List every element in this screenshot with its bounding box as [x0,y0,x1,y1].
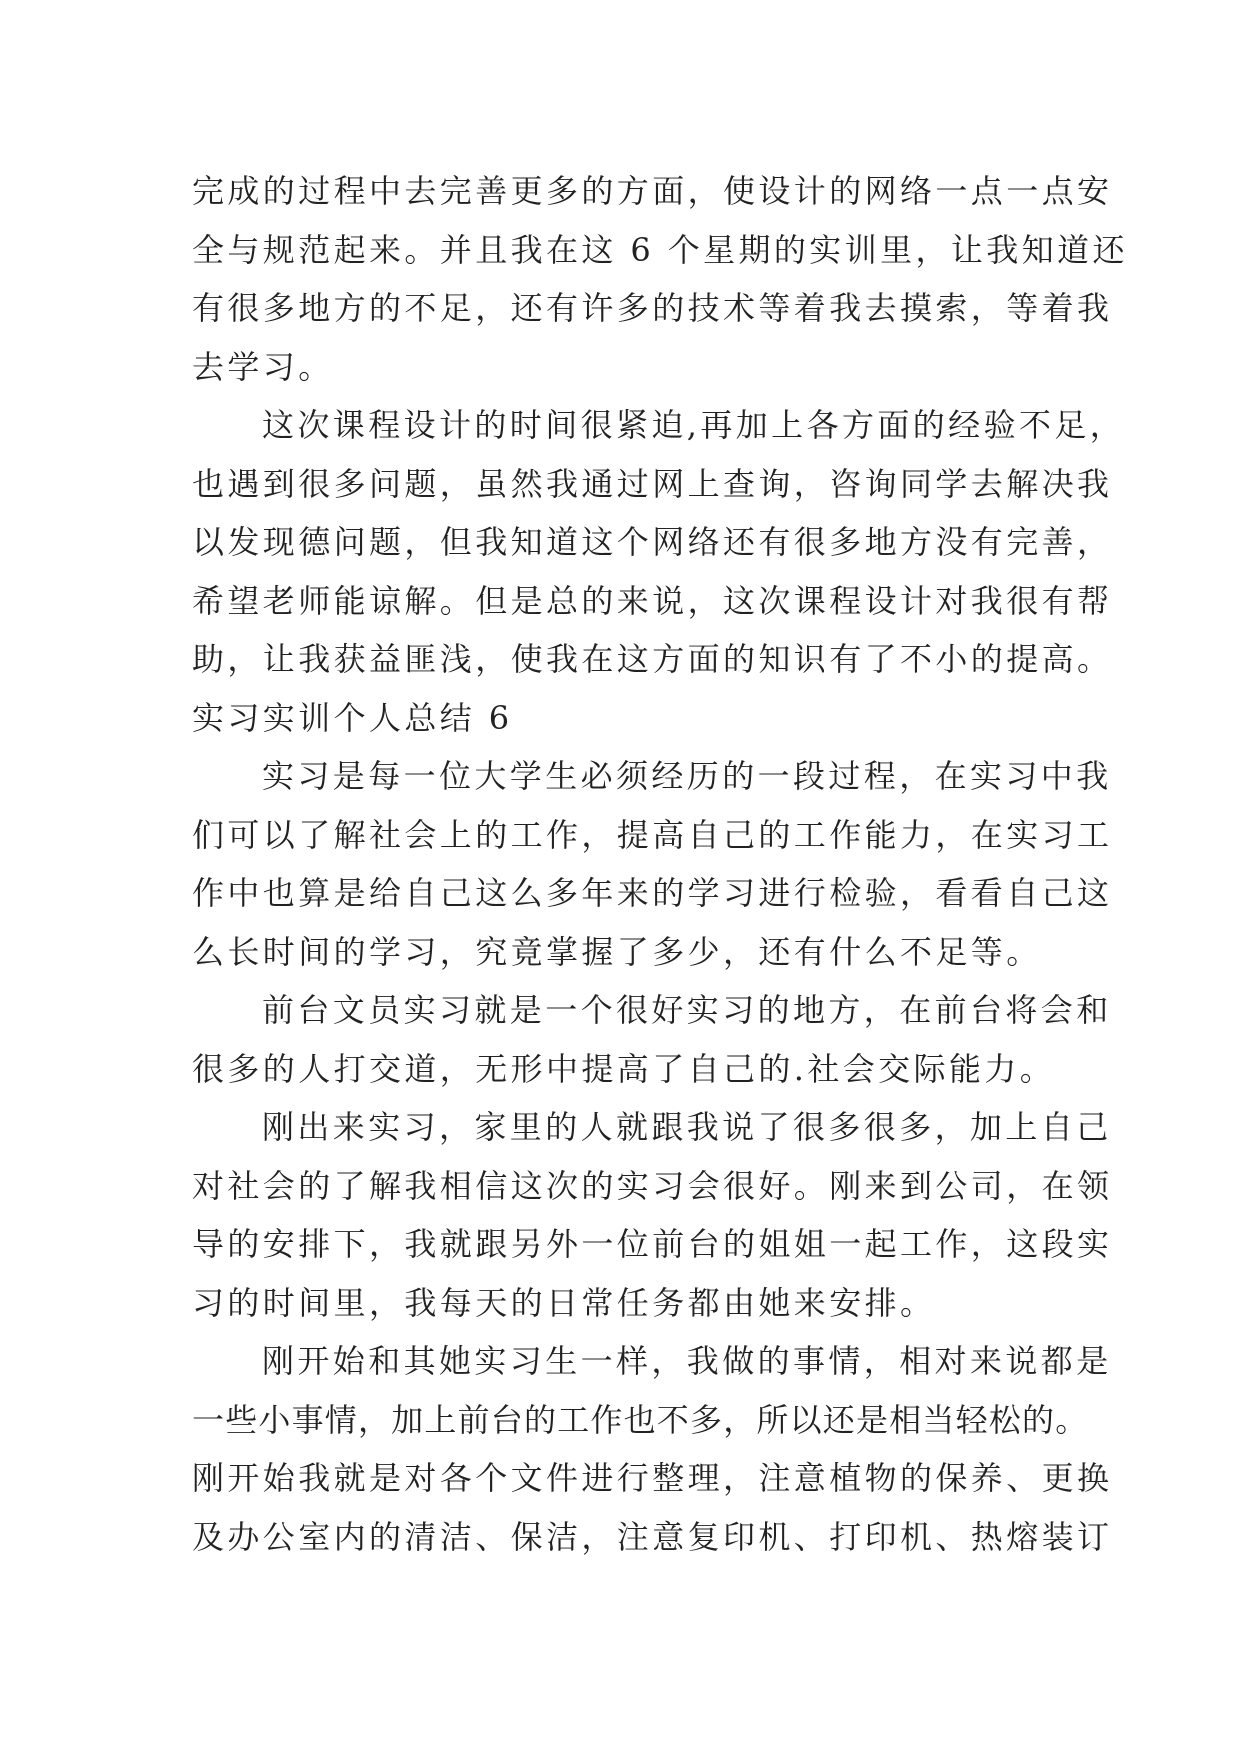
text-line: 助，让我获益匪浅，使我在这方面的知识有了不小的提高。 [192,640,1113,678]
document-body [192,162,1128,1566]
section-heading: 实习实训个人总结 6 [192,698,513,737]
text-line: 们可以了解社会上的工作，提高自己的工作能力，在实习工 [192,815,1113,854]
text-line: 对社会的了解我相信这次的实习会很好。刚来到公司，在领 [192,1166,1113,1205]
text-line: 也遇到很多问题，虽然我通过网上查询，咨询同学去解决我 [192,464,1113,503]
text-line: 习的时间里，我每天的日常任务都由她来安排。 [192,1283,936,1322]
text-line: 以发现德问题，但我知道这个网络还有很多地方没有完善， [192,523,1113,561]
text-line: 导的安排下，我就跟另外一位前台的姐姐一起工作，这段实 [192,1225,1113,1263]
text-line: 完成的过程中去完善更多的方面，使设计的网络一点一点安 [192,172,1113,210]
text-line: 全与规范起来。并且我在这 6 个星期的实训里，让我知道还 [192,230,1128,269]
text-line: 一些小事情，加上前台的工作也不多，所以还是相当轻松的。 [192,1400,1089,1439]
text-line: 去学习。 [192,347,334,386]
text-line: 刚开始我就是对各个文件进行整理，注意植物的保养、更换 [192,1459,1113,1497]
text-line: 刚出来实习，家里的人就跟我说了很多很多，加上自己 [262,1108,1112,1146]
text-line: 很多的人打交道，无形中提高了自己的.社会交际能力。 [192,1049,1056,1088]
text-line: 有很多地方的不足，还有许多的技术等着我去摸索，等着我 [192,289,1113,327]
text-line: 么长时间的学习，究竟掌握了多少，还有什么不足等。 [192,932,1042,971]
text-line: 前台文员实习就是一个很好实习的地方，在前台将会和 [262,991,1112,1029]
text-line: 希望老师能谅解。但是总的来说，这次课程设计对我很有帮 [192,581,1113,620]
text-line: 及办公室内的清洁、保洁，注意复印机、打印机、热熔装订 [192,1517,1113,1556]
text-line: 这次课程设计的时间很紧迫,再加上各方面的经验不足， [262,406,1126,444]
text-line: 作中也算是给自己这么多年来的学习进行检验，看看自己这 [192,874,1113,912]
text-line: 刚开始和其她实习生一样，我做的事情，相对来说都是 [262,1342,1112,1380]
text-line: 实习是每一位大学生必须经历的一段过程，在实习中我 [262,757,1112,795]
